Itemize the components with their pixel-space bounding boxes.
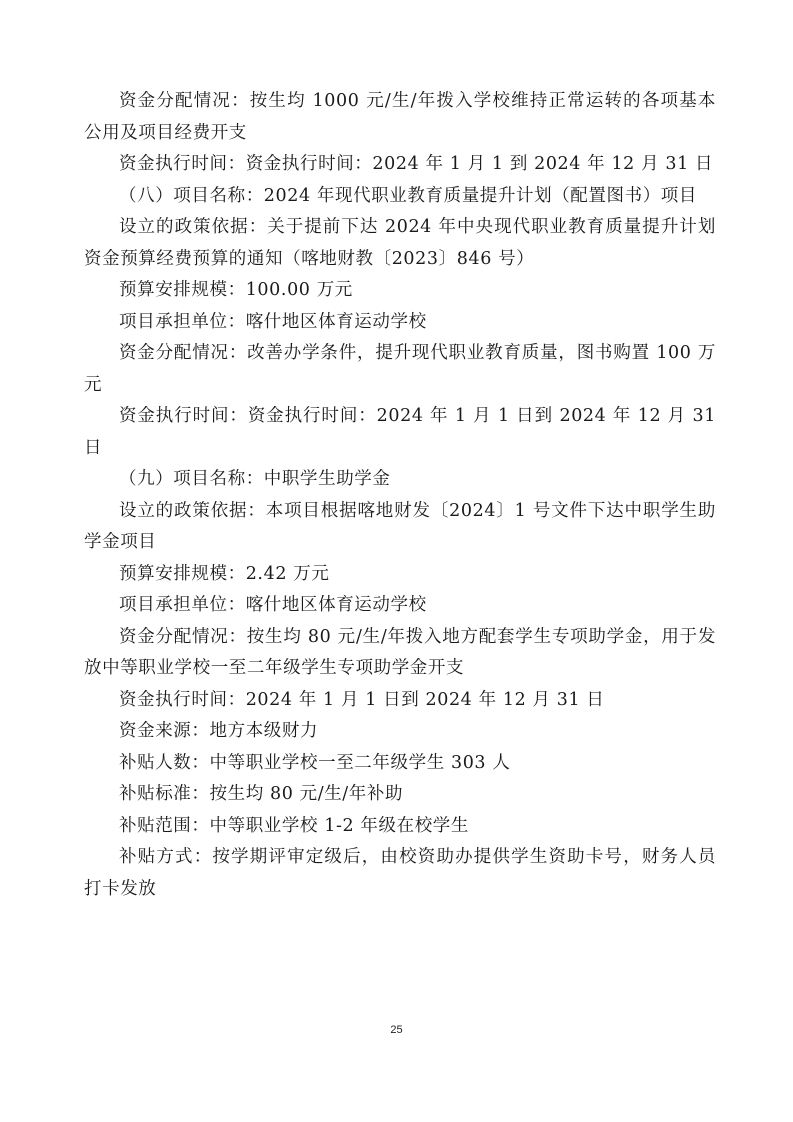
paragraph-subsidy-count: 补贴人数：中等职业学校一至二年级学生 303 人 xyxy=(119,752,511,773)
paragraph-project-9-allocation: 资金分配情况：按生均 80 元/生/年拨入地方配套学生专项助学金，用于发放中等职业学校一至二年级学生专项助学金开支 xyxy=(84,626,716,678)
paragraph-project-8-budget: 预算安排规模：100.00 万元 xyxy=(119,280,353,300)
paragraph-fund-source: 资金来源：地方本级财力 xyxy=(119,721,319,741)
paragraph-project-9-unit: 项目承担单位：喀什地区体育运动学校 xyxy=(119,595,427,615)
page-number: 25 xyxy=(390,1024,403,1036)
paragraph-subsidy-method: 补贴方式：按学期评审定级后，由校资助办提供学生资助卡号，财务人员打卡发放 xyxy=(84,847,716,899)
paragraph-fund-allocation-1: 资金分配情况：按生均 1000 元/生/年拨入学校维持正常运转的各项基本公用及项目经费开支 xyxy=(84,91,716,143)
paragraph-project-8-unit: 项目承担单位：喀什地区体育运动学校 xyxy=(119,311,427,332)
document-body xyxy=(84,86,716,905)
paragraph-project-9-budget: 预算安排规模：2.42 万元 xyxy=(119,563,330,584)
paragraph-execution-time-1: 资金执行时间：资金执行时间：2024 年 1 月 1 到 2024 年 12 月 31 日 xyxy=(119,154,714,174)
paragraph-project-8-execution-time: 资金执行时间：资金执行时间：2024 年 1 月 1 日到 2024 年 12 月 31 日 xyxy=(84,406,716,458)
paragraph-project-8-name: （八）项目名称：2024 年现代职业教育质量提升计划（配置图书）项目 xyxy=(119,185,697,206)
paragraph-project-9-policy: 设立的政策依据：本项目根据喀地财发〔2024〕1 号文件下达中职学生助学金项目 xyxy=(84,500,716,552)
paragraph-subsidy-standard: 补贴标准：按生均 80 元/生/年补助 xyxy=(119,784,404,804)
paragraph-project-9-name: （九）项目名称：中职学生助学金 xyxy=(119,469,391,489)
paragraph-subsidy-scope: 补贴范围：中等职业学校 1-2 年级在校学生 xyxy=(119,815,470,836)
paragraph-project-8-allocation: 资金分配情况：改善办学条件，提升现代职业教育质量，图书购置 100 万元 xyxy=(84,343,716,395)
paragraph-project-9-execution-time: 资金执行时间：2024 年 1 月 1 日到 2024 年 12 月 31 日 xyxy=(119,689,605,710)
paragraph-project-8-policy: 设立的政策依据：关于提前下达 2024 年中央现代职业教育质量提升计划资金预算经费预算的通知（喀地财教〔2023〕846 号） xyxy=(84,217,716,269)
